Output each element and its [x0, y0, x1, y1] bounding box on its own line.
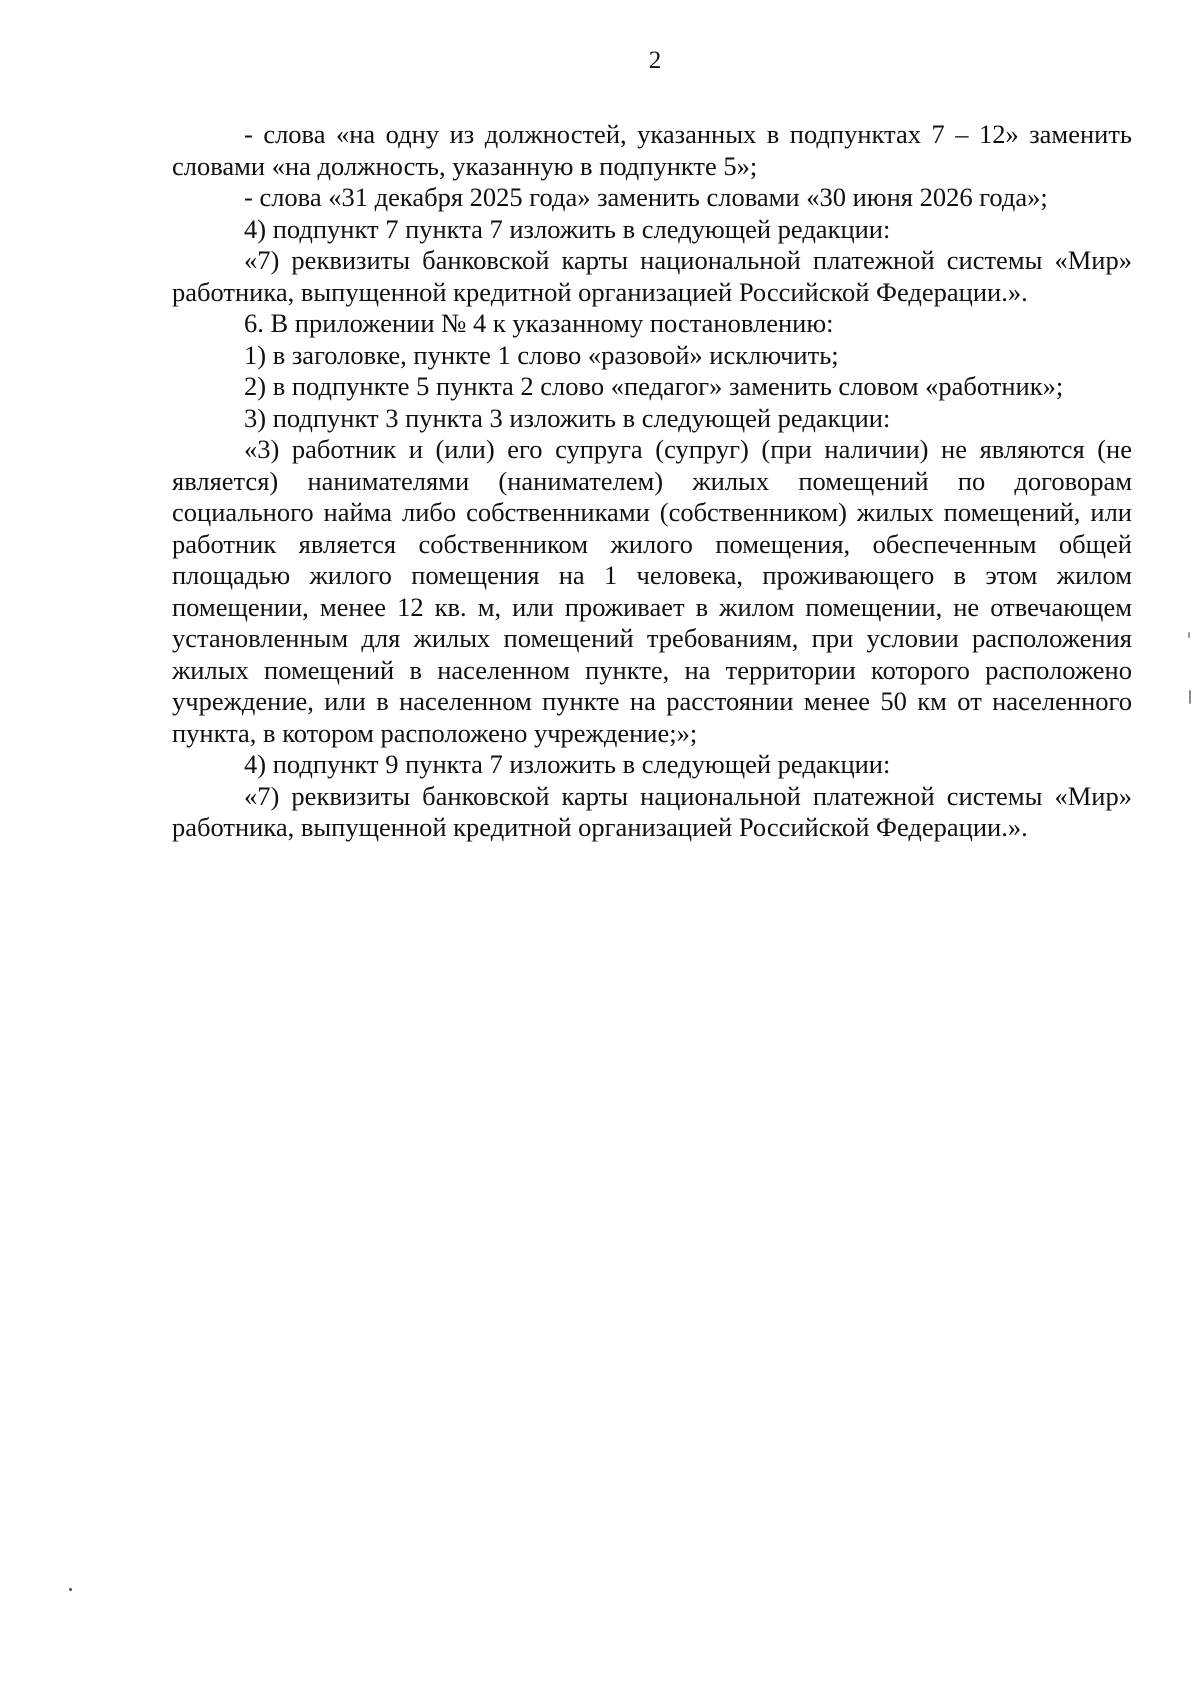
paragraph-bank-card-requisites: «7) реквизиты банковской карты национальной платежной системы «Мир» работника, выпущенной кредитной организацией Российской Федерации.».	[172, 245, 1132, 307]
paragraph-appendix-4-item-1: 1) в заголовке, пункте 1 слово «разовой» исключить;	[244, 339, 839, 370]
paragraph-appendix-4-item-2: 2) в подпункте 5 пункта 2 слово «педагог» заменить словом «работник»;	[244, 371, 1064, 401]
paragraph-subitem-4-intro: 4) подпункт 7 пункта 7 изложить в следующей редакции:	[244, 213, 891, 244]
scan-speck	[69, 1588, 72, 1591]
scan-mark	[1188, 632, 1190, 638]
paragraph-housing-conditions: «3) работник и (или) его супруга (супруг) (при наличии) не являются (не является) нанимателями (нанимателем) жилых помещений по договорам социального найма либо собственниками (собственником) жилых помещений, или работник является собственником жилого помещения, обеспеченным общей площадью жилого помещения на 1 человека, проживающего в этом жилом помещении, менее 12 кв. м, или проживает в жилом помещении, не отвечающем установленным для жилых помещений требованиям, при условии расположения жилых помещений в населенном пункте, на территории которого расположено учреждение, или в населенном пункте на расстоянии менее 50 км от населенного пункта, в котором расположено учреждение;»;	[172, 434, 1132, 748]
paragraph-bank-card-requisites-2: «7) реквизиты банковской карты национальной платежной системы «Мир» работника, выпущенной кредитной организацией Российской Федерации.».	[172, 780, 1132, 842]
paragraph-appendix-4-item-4-intro: 4) подпункт 9 пункта 7 изложить в следующей редакции:	[244, 749, 891, 779]
scan-mark	[1189, 690, 1191, 704]
page-number: 2	[648, 47, 662, 74]
paragraph-replace-date: - слова «31 декабря 2025 года» заменить словами «30 июня 2026 года»;	[244, 182, 1048, 212]
paragraph-replace-positions: - слова «на одну из должностей, указанных в подпунктах 7 – 12» заменить словами «на должность, указанную в подпункте 5»;	[172, 119, 1132, 181]
paragraph-appendix-4-item-3-intro: 3) подпункт 3 пункта 3 изложить в следующей редакции:	[244, 402, 891, 433]
paragraph-appendix-4-heading: 6. В приложении № 4 к указанному постановлению:	[244, 308, 834, 338]
document-body	[172, 119, 1132, 844]
